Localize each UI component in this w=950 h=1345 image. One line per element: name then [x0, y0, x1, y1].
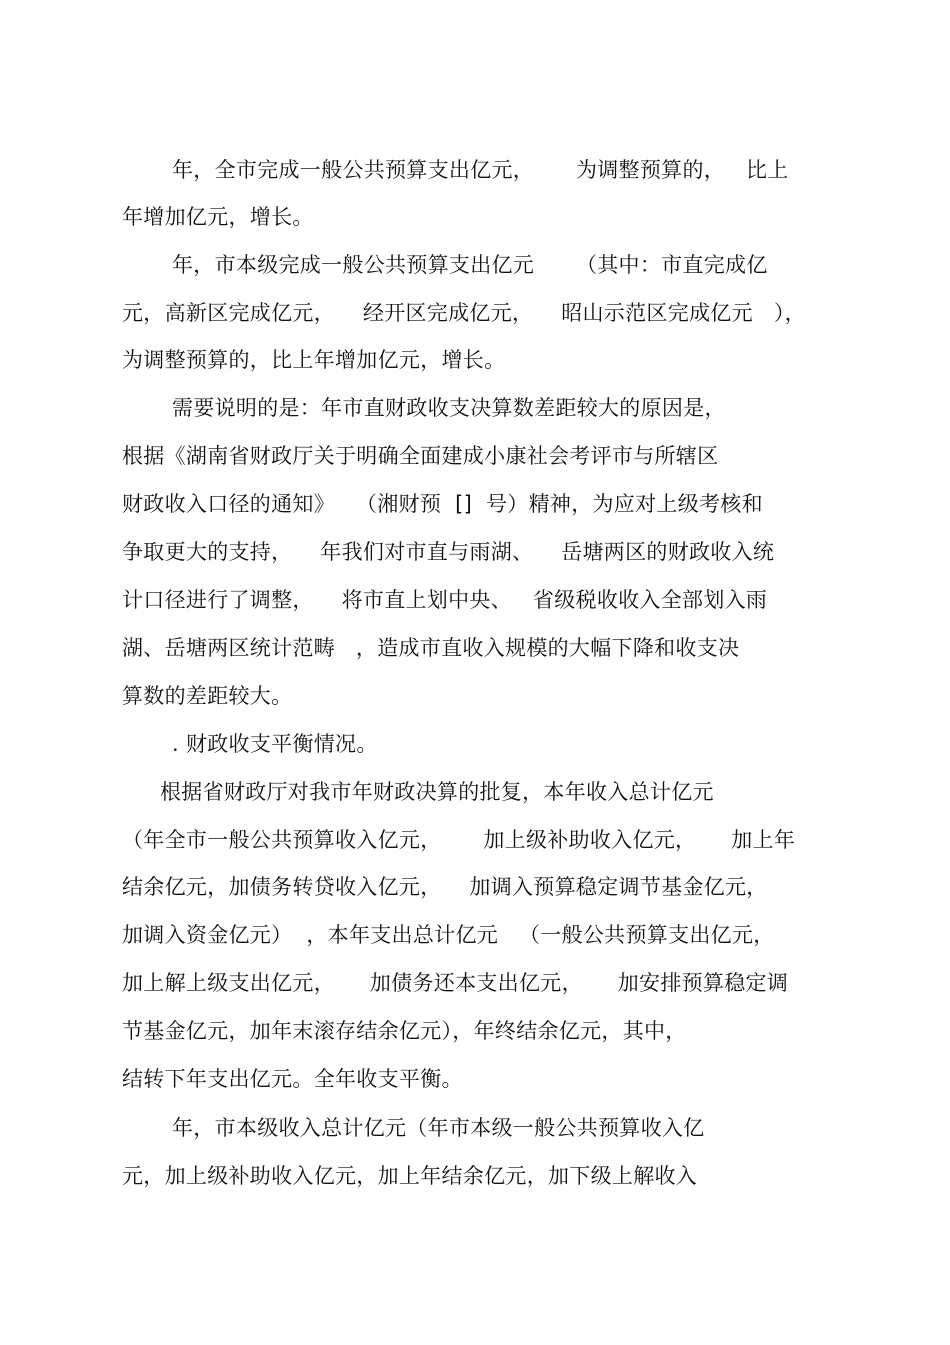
text-line: 计口径进行了调整， 将市直上划中央、 省级税收收入全部划入雨: [122, 588, 768, 612]
text-line: 根据省财政厅对我市年财政决算的批复，本年收入总计亿元: [160, 780, 714, 804]
text-line: 根据《湖南省财政厅关于明确全面建成小康社会考评市与所辖区: [122, 444, 719, 468]
text-line: 争取更大的支持， 年我们对市直与雨湖、 岳塘两区的财政收入统: [122, 540, 775, 564]
text-line: 元，加上级补助收入亿元，加上年结余亿元，加下级上解收入: [122, 1164, 698, 1188]
text-line: 结余亿元，加债务转贷收入亿元， 加调入预算稳定调节基金亿元，: [122, 875, 768, 899]
text-line: 元，高新区完成亿元， 经开区完成亿元， 昭山示范区完成亿元 ），: [122, 301, 806, 325]
text-line: （年全市一般公共预算收入亿元， 加上级补助收入亿元， 加上年: [122, 828, 796, 852]
text-line: 加上解上级支出亿元， 加债务还本支出亿元， 加安排预算稳定调: [122, 971, 789, 995]
text-line: 加调入资金亿元） ，本年支出总计亿元 （一般公共预算支出亿元，: [122, 923, 775, 947]
text-line: 节基金亿元，加年末滚存结余亿元），年终结余亿元，其中，: [122, 1019, 687, 1043]
text-line: 年，市本级完成一般公共预算支出亿元 （其中：市直完成亿: [172, 253, 768, 277]
text-line: 算数的差距较大。: [122, 684, 293, 708]
text-line: 湖、岳塘两区统计范畴 ，造成市直收入规模的大幅下降和收支决: [122, 636, 740, 660]
text-line: 年，全市完成一般公共预算支出亿元， 为调整预算的， 比上: [172, 158, 789, 182]
section-heading: . 财政收支平衡情况。: [172, 732, 378, 756]
text-line: 结转下年支出亿元。全年收支平衡。: [122, 1067, 463, 1091]
text-line: 年增加亿元，增长。: [122, 205, 314, 229]
text-line: 需要说明的是：年市直财政收支决算数差距较大的原因是，: [172, 396, 726, 420]
text-line: 为调整预算的，比上年增加亿元，增长。: [122, 348, 506, 372]
text-line: 年，市本级收入总计亿元（年市本级一般公共预算收入亿: [172, 1116, 705, 1140]
text-line: 财政收入口径的通知》 （湘财预 [] 号）精神，为应对上级考核和: [122, 492, 763, 516]
